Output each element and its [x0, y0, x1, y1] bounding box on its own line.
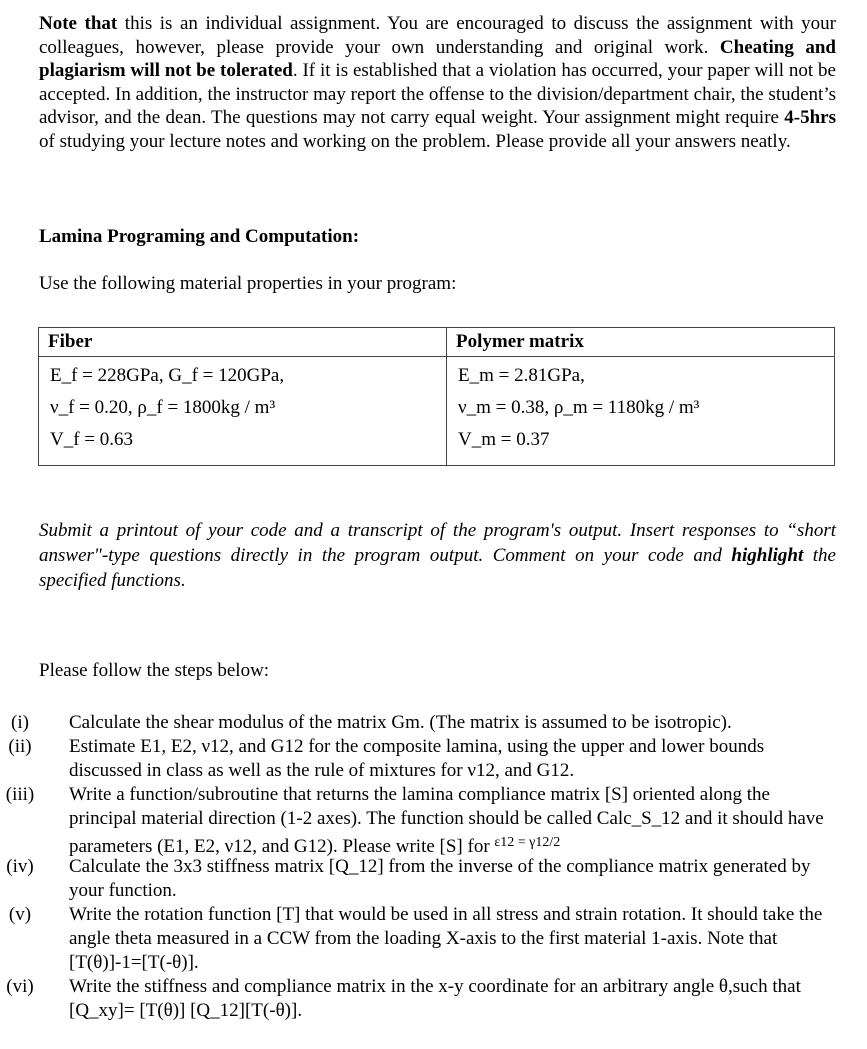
matrix-line: ν_m = 0.38, ρ_m = 1180kg / m³ [458, 397, 700, 418]
step-text: Estimate E1, E2, ν12, and G12 for the composite lamina, using the upper and lower bounds discussed in class as well as the rule of mixtures for ν12, and G12. [69, 736, 765, 781]
step-item [0, 735, 867, 783]
step-number: (ii) [8, 736, 32, 757]
matrix-properties [447, 357, 835, 466]
note-text-3: of studying your lecture notes and working on the problem. Please provide all your answers neatly. [39, 130, 791, 152]
matrix-header: Polymer matrix [447, 328, 835, 357]
steps-list [0, 711, 867, 1023]
matrix-line: E_m = 2.81GPa, [458, 365, 585, 386]
step-item [0, 783, 867, 855]
submit-text-1: Submit a printout of your code and a transcript of the program's output. Insert responses to “short answer"-type questions directly in the program output. Comment on your code and [39, 520, 836, 566]
note-hours: 4-5hrs [784, 107, 836, 129]
step-number: (i) [11, 712, 29, 733]
note-text-2: . If it is established that a violation has occurred, your paper will not be accepted. In addition, the instructor may report the offense to the division/department chair, the student’s advisor, and the dean. The questions may not carry equal weight. Your assignment might require [39, 60, 836, 129]
fiber-properties [39, 357, 447, 466]
step-item [0, 975, 867, 1023]
step-number: (v) [8, 904, 32, 925]
strain-formula: ε12 = γ12/2 [494, 835, 561, 850]
step-number: (iv) [6, 856, 34, 877]
step-text: Write the stiffness and compliance matrix in the x-y coordinate for an arbitrary angle θ,such that [Q_xy]= [T(θ)] [Q_12][T(-θ)]. [69, 976, 801, 1021]
note-lead: Note that [39, 13, 118, 34]
section-heading: Lamina Programing and Computation: [39, 226, 360, 247]
note-text-1: this is an individual assignment. You are encouraged to discuss the assignment with your colleagues, however, please provide your own understanding and original work. [39, 13, 836, 58]
follow-steps-text: Please follow the steps below: [39, 660, 270, 681]
instructions-paragraph [39, 12, 836, 154]
submit-highlight: highlight [731, 545, 804, 566]
step-item [0, 711, 867, 735]
submission-instructions [39, 518, 836, 593]
fiber-line: E_f = 228GPa, G_f = 120GPa, [50, 365, 285, 386]
fiber-line: ν_f = 0.20, ρ_f = 1800kg / m³ [50, 397, 276, 418]
fiber-header: Fiber [39, 328, 447, 357]
step-text: Write the rotation function [T] that would be used in all stress and strain rotation. It should take the angle theta measured in a CCW from the loading X-axis to the first material 1-axis. Note that [T(θ)]-1=[T(-θ)]. [69, 904, 823, 973]
note-cheating: Cheating and plagiarism will not be tolerated [39, 36, 837, 82]
step-text: Calculate the shear modulus of the matrix Gm. (The matrix is assumed to be isotropic). [69, 712, 732, 733]
fiber-line: V_f = 0.63 [50, 429, 134, 450]
use-properties-text: Use the following material properties in your program: [39, 273, 457, 294]
material-properties-table [38, 327, 835, 466]
step-number: (vi) [6, 976, 34, 997]
step-number: (iii) [5, 784, 35, 805]
step-text: Calculate the 3x3 stiffness matrix [Q_12] from the inverse of the compliance matrix generated by your function. [69, 856, 811, 901]
step-item [0, 855, 867, 903]
step-text: Write a function/subroutine that returns the lamina compliance matrix [S] oriented along the principal material direction (1-2 axes). The function should be called Calc_S_12 and it should have parameters (E1, E2, ν12, and G12). Please write [S] for [69, 784, 824, 857]
step-item [0, 903, 867, 975]
submit-text-2: the specified functions. [39, 545, 836, 591]
matrix-line: V_m = 0.37 [458, 429, 550, 450]
